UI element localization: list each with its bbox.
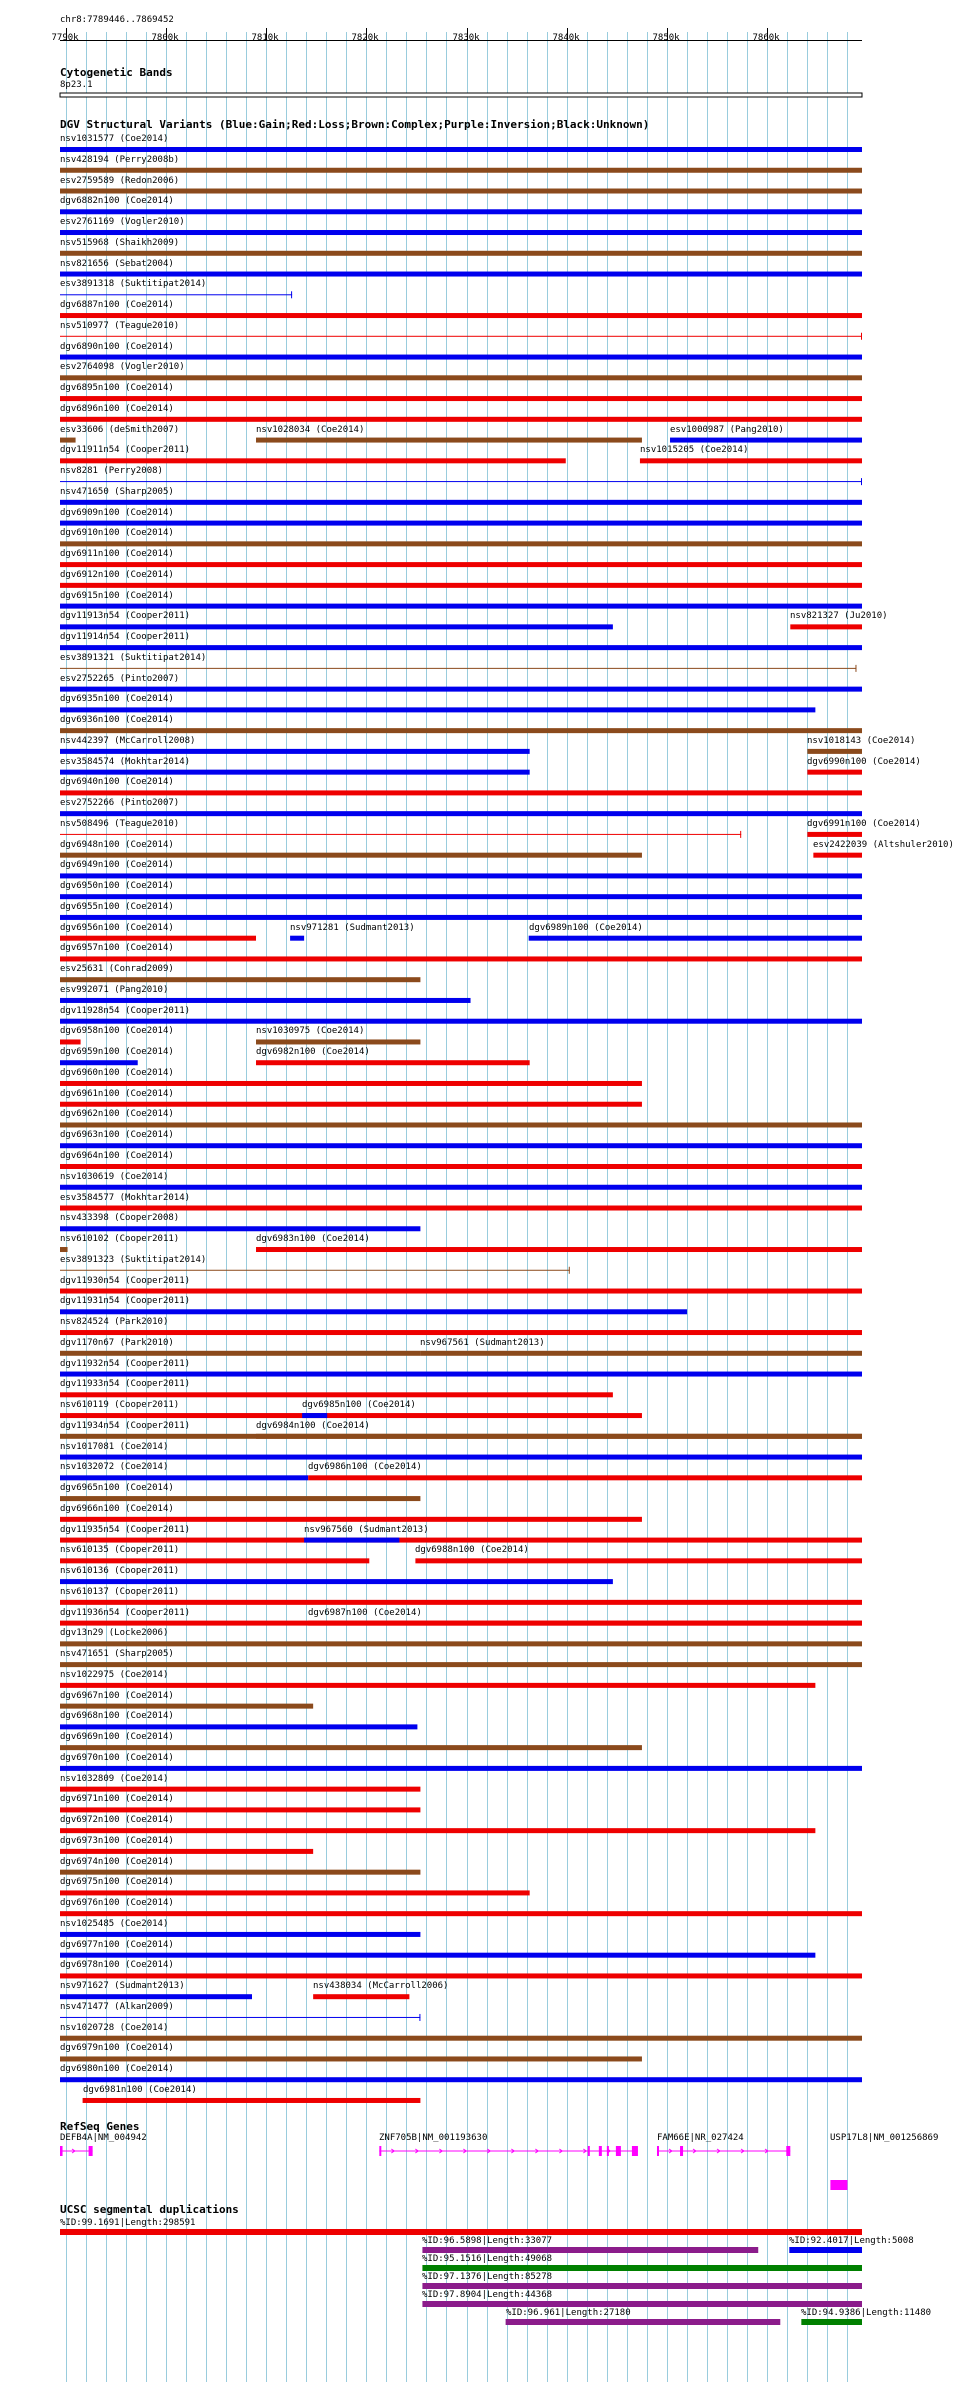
dgv-feature-label[interactable]: dgv11928n54 (Cooper2011) (60, 1006, 191, 1016)
dgv-feature-label[interactable]: nsv824524 (Park2010) (60, 1317, 169, 1327)
dgv-feature-label[interactable]: esv25631 (Conrad2009) (60, 964, 174, 974)
dgv-feature-label[interactable]: dgv11932n54 (Cooper2011) (60, 1359, 191, 1369)
dgv-feature-label[interactable]: dgv6910n100 (Coe2014) (60, 528, 174, 538)
dgv-feature-bar[interactable] (60, 2036, 862, 2041)
dgv-feature-bar[interactable] (60, 1102, 642, 1107)
dgv-feature-bar[interactable] (60, 915, 862, 920)
dgv-feature-label[interactable]: dgv6948n100 (Coe2014) (60, 840, 174, 850)
refseq-exon (607, 2146, 609, 2156)
dgv-feature-bar[interactable] (415, 1558, 862, 1563)
dgv-feature-bar[interactable] (60, 1475, 308, 1480)
dgv-feature-bar[interactable] (60, 189, 862, 194)
segdup-feature-label[interactable]: %ID:92.4017|Length:5008 (789, 2236, 914, 2246)
dgv-feature-bar[interactable] (60, 1496, 420, 1501)
dgv-feature-label[interactable]: dgv6950n100 (Coe2014) (60, 881, 174, 891)
dgv-feature-bar[interactable] (60, 977, 420, 982)
dgv-feature-label[interactable]: nsv1032072 (Coe2014) (60, 1462, 169, 1472)
dgv-feature-label[interactable]: dgv6975n100 (Coe2014) (60, 1877, 174, 1887)
dgv-feature-label[interactable]: dgv6976n100 (Coe2014) (60, 1898, 174, 1908)
dgv-feature-bar[interactable] (60, 873, 862, 878)
dgv-feature-bar[interactable] (670, 438, 862, 443)
dgv-feature-bar[interactable] (60, 1600, 862, 1605)
dgv-feature-label[interactable]: nsv967561 (Sudmant2013) (420, 1338, 545, 1348)
dgv-feature-label[interactable]: nsv1018143 (Coe2014) (807, 736, 916, 746)
dgv-feature-label[interactable]: esv2752266 (Pinto2007) (60, 798, 180, 808)
dgv-feature-bar[interactable] (256, 1434, 862, 1439)
dgv-feature-bar[interactable] (308, 1475, 862, 1480)
dgv-feature-bar[interactable] (60, 521, 862, 526)
dgv-feature-label[interactable]: dgv6966n100 (Coe2014) (60, 1504, 174, 1514)
dgv-feature-label[interactable]: esv3891321 (Suktitipat2014) (60, 653, 207, 663)
segdup-feature-bar[interactable] (422, 2283, 862, 2289)
dgv-feature-bar[interactable] (60, 1226, 420, 1231)
dgv-feature-label[interactable]: nsv1020728 (Coe2014) (60, 2023, 169, 2033)
dgv-feature-label[interactable]: dgv6949n100 (Coe2014) (60, 860, 174, 870)
segdup-feature-bar[interactable] (422, 2265, 862, 2271)
dgv-feature-label[interactable]: dgv6936n100 (Coe2014) (60, 715, 174, 725)
dgv-feature-bar[interactable] (60, 853, 642, 858)
dgv-feature-bar[interactable] (60, 956, 862, 961)
dgv-feature-bar[interactable] (60, 1994, 252, 1999)
dgv-feature-bar[interactable] (60, 1745, 642, 1750)
dgv-feature-label[interactable]: esv1000987 (Pang2010) (670, 425, 784, 435)
dgv-feature-label[interactable]: nsv1025485 (Coe2014) (60, 1919, 169, 1929)
dgv-feature-label[interactable]: esv2764098 (Vogler2010) (60, 362, 185, 372)
dgv-feature-label[interactable]: dgv11913n54 (Cooper2011) (60, 611, 191, 621)
dgv-feature-bar[interactable] (60, 1724, 417, 1729)
dgv-feature-label[interactable]: nsv1022975 (Coe2014) (60, 1670, 169, 1680)
dgv-feature-label[interactable]: dgv6985n100 (Coe2014) (302, 1400, 416, 1410)
dgv-feature-bar[interactable] (60, 2017, 420, 2018)
refseq-exon (632, 2146, 638, 2156)
dgv-feature-bar[interactable] (60, 1081, 642, 1086)
cytoband-bar (60, 93, 862, 97)
dgv-feature-label[interactable]: nsv438034 (McCarroll2006) (313, 1981, 449, 1991)
dgv-feature-label[interactable]: dgv6962n100 (Coe2014) (60, 1109, 174, 1119)
dgv-feature-label[interactable]: dgv6973n100 (Coe2014) (60, 1836, 174, 1846)
dgv-feature-label[interactable]: nsv1032809 (Coe2014) (60, 1774, 169, 1784)
dgv-feature-label[interactable]: esv2761169 (Vogler2010) (60, 217, 185, 227)
dgv-feature-bar[interactable] (60, 2056, 642, 2061)
dgv-track-title[interactable]: DGV Structural Variants (Blue:Gain;Red:Loss;Brown:Complex;Purple:Inversion;Black:Unknown) (60, 118, 650, 131)
dgv-feature-bar[interactable] (60, 336, 862, 337)
dgv-feature-bar[interactable] (304, 1538, 399, 1543)
dgv-feature-label[interactable]: dgv6955n100 (Coe2014) (60, 902, 174, 912)
dgv-feature-bar[interactable] (60, 687, 862, 692)
dgv-feature-bar[interactable] (60, 1206, 862, 1211)
dgv-feature-bar[interactable] (60, 1247, 68, 1252)
dgv-feature-bar[interactable] (60, 1309, 687, 1314)
dgv-feature-label[interactable]: dgv6977n100 (Coe2014) (60, 1940, 174, 1950)
dgv-feature-label[interactable]: dgv6964n100 (Coe2014) (60, 1151, 174, 1161)
dgv-feature-bar[interactable] (60, 1538, 862, 1543)
segdup-feature-label[interactable]: %ID:96.5898|Length:33077 (422, 2236, 553, 2246)
dgv-feature-label[interactable]: nsv428194 (Perry2008b) (60, 155, 180, 165)
dgv-feature-label[interactable]: nsv610136 (Cooper2011) (60, 1566, 180, 1576)
dgv-feature-label[interactable]: esv3584577 (Mokhtar2014) (60, 1193, 191, 1203)
dgv-feature-label[interactable]: nsv1015205 (Coe2014) (640, 445, 749, 455)
dgv-feature-label[interactable]: dgv6935n100 (Coe2014) (60, 694, 174, 704)
dgv-feature-bar[interactable] (60, 1953, 815, 1958)
dgv-feature-bar[interactable] (60, 1870, 420, 1875)
segdup-feature-bar[interactable] (60, 2229, 862, 2235)
dgv-feature-label[interactable]: dgv6961n100 (Coe2014) (60, 1089, 174, 1099)
dgv-feature-label[interactable]: nsv1030975 (Coe2014) (256, 1026, 365, 1036)
dgv-feature-label[interactable]: dgv6971n100 (Coe2014) (60, 1794, 174, 1804)
dgv-feature-label[interactable]: nsv1017081 (Coe2014) (60, 1442, 169, 1452)
dgv-feature-label[interactable]: dgv6972n100 (Coe2014) (60, 1815, 174, 1825)
dgv-feature-label[interactable]: dgv6970n100 (Coe2014) (60, 1753, 174, 1763)
dgv-feature-bar[interactable] (60, 668, 856, 669)
dgv-feature-bar[interactable] (60, 1662, 862, 1667)
dgv-feature-label[interactable]: dgv6896n100 (Coe2014) (60, 404, 174, 414)
dgv-feature-label[interactable]: nsv971627 (Sudmant2013) (60, 1981, 185, 1991)
dgv-feature-label[interactable]: esv33606 (deSmith2007) (60, 425, 180, 435)
dgv-feature-bar[interactable] (60, 417, 862, 422)
dgv-feature-label[interactable]: dgv6969n100 (Coe2014) (60, 1732, 174, 1742)
dgv-feature-label[interactable]: nsv821656 (Sebat2004) (60, 259, 174, 269)
dgv-feature-label[interactable]: dgv6987n100 (Coe2014) (308, 1608, 422, 1618)
dgv-feature-bar[interactable] (60, 168, 862, 173)
dgv-feature-bar[interactable] (60, 624, 613, 629)
dgv-feature-label[interactable]: dgv6989n100 (Coe2014) (529, 923, 643, 933)
dgv-feature-bar[interactable] (60, 770, 530, 775)
dgv-feature-bar[interactable] (60, 1973, 862, 1978)
dgv-feature-bar[interactable] (60, 1060, 138, 1065)
dgv-feature-bar[interactable] (60, 272, 862, 277)
dgv-feature-label[interactable]: nsv508496 (Teague2010) (60, 819, 180, 829)
dgv-feature-bar[interactable] (807, 770, 862, 775)
dgv-feature-bar[interactable] (60, 936, 256, 941)
refseq-gene-feature[interactable] (830, 2180, 847, 2190)
dgv-feature-label[interactable]: dgv11914n54 (Cooper2011) (60, 632, 191, 642)
dgv-feature-label[interactable]: nsv515968 (Shaikh2009) (60, 238, 180, 248)
dgv-feature-bar[interactable] (60, 2077, 862, 2082)
dgv-feature-label[interactable]: dgv11930n54 (Cooper2011) (60, 1276, 191, 1286)
dgv-feature-bar[interactable] (420, 1351, 862, 1356)
dgv-feature-label[interactable]: dgv6984n100 (Coe2014) (256, 1421, 370, 1431)
dgv-feature-bar[interactable] (60, 1807, 420, 1812)
dgv-feature-label[interactable]: dgv6990n100 (Coe2014) (807, 757, 921, 767)
dgv-feature-bar[interactable] (60, 583, 862, 588)
dgv-feature-label[interactable]: dgv6958n100 (Coe2014) (60, 1026, 174, 1036)
dgv-feature-label[interactable]: dgv6988n100 (Coe2014) (415, 1545, 529, 1555)
ruler-tick-label: 7810k (251, 33, 279, 43)
dgv-feature-bar[interactable] (60, 1330, 862, 1335)
dgv-feature-label[interactable]: nsv510977 (Teague2010) (60, 321, 180, 331)
dgv-feature-label[interactable]: dgv1170n67 (Park2010) (60, 1338, 174, 1348)
dgv-feature-label[interactable]: nsv8281 (Perry2008) (60, 466, 163, 476)
dgv-feature-label[interactable]: nsv971281 (Sudmant2013) (290, 923, 415, 933)
dgv-feature-label[interactable]: esv2422039 (Altshuler2010) (813, 840, 954, 850)
dgv-feature-bar[interactable] (60, 811, 862, 816)
dgv-feature-label[interactable]: dgv6911n100 (Coe2014) (60, 549, 174, 559)
dgv-feature-bar[interactable] (60, 500, 862, 505)
dgv-feature-label[interactable]: nsv821327 (Ju2010) (790, 611, 888, 621)
dgv-feature-bar[interactable] (60, 355, 862, 360)
segdup-feature-bar[interactable] (506, 2319, 781, 2325)
dgv-feature-bar[interactable] (807, 749, 862, 754)
dgv-feature-bar[interactable] (60, 707, 815, 712)
dgv-feature-bar[interactable] (60, 562, 862, 567)
ruler-tick-label: 7830k (452, 33, 480, 43)
dgv-feature-label[interactable]: nsv471651 (Sharp2005) (60, 1649, 174, 1659)
dgv-feature-label[interactable]: dgv6986n100 (Coe2014) (308, 1462, 422, 1472)
refseq-exon (60, 2146, 63, 2156)
dgv-feature-label[interactable]: nsv1028034 (Coe2014) (256, 425, 365, 435)
segdup-track-title[interactable]: UCSC segmental duplications (60, 2203, 239, 2216)
segdup-feature-label[interactable]: %ID:99.1691|Length:298591 (60, 2218, 196, 2228)
refseq-exon (599, 2146, 602, 2156)
dgv-feature-bar[interactable] (60, 294, 292, 295)
dgv-feature-bar[interactable] (60, 1372, 862, 1377)
dgv-feature-label[interactable]: dgv11935n54 (Cooper2011) (60, 1525, 191, 1535)
dgv-feature-bar[interactable] (256, 1060, 530, 1065)
dgv-feature-label[interactable]: nsv471477 (Alkan2009) (60, 2002, 174, 2012)
dgv-feature-bar[interactable] (308, 1621, 862, 1626)
dgv-feature-bar[interactable] (60, 481, 862, 482)
dgv-feature-bar[interactable] (60, 1558, 369, 1563)
dgv-feature-bar[interactable] (290, 936, 304, 941)
dgv-feature-label[interactable]: dgv6963n100 (Coe2014) (60, 1130, 174, 1140)
dgv-feature-label[interactable]: nsv442397 (McCarroll2008) (60, 736, 196, 746)
ruler-tick-label: 7790k (51, 33, 79, 43)
dgv-feature-label[interactable]: dgv6974n100 (Coe2014) (60, 1857, 174, 1867)
dgv-feature-label[interactable]: nsv610135 (Cooper2011) (60, 1545, 180, 1555)
dgv-feature-bar[interactable] (60, 209, 862, 214)
dgv-feature-label[interactable]: dgv6895n100 (Coe2014) (60, 383, 174, 393)
dgv-feature-bar[interactable] (60, 1164, 862, 1169)
dgv-feature-bar[interactable] (60, 1517, 642, 1522)
dgv-feature-label[interactable]: nsv967560 (Sudmant2013) (304, 1525, 429, 1535)
dgv-feature-label[interactable]: dgv11936n54 (Cooper2011) (60, 1608, 191, 1618)
dgv-feature-label[interactable]: esv2759589 (Redon2006) (60, 176, 180, 186)
dgv-feature-label[interactable]: dgv13n29 (Locke2006) (60, 1628, 169, 1638)
refseq-exon (786, 2146, 790, 2156)
refseq-gene-label[interactable]: DEFB4A|NM_004942 (60, 2133, 147, 2143)
dgv-feature-label[interactable]: dgv6915n100 (Coe2014) (60, 591, 174, 601)
refseq-exon (616, 2146, 621, 2156)
refseq-gene-label[interactable]: USP17L8|NM_001256869 (830, 2133, 939, 2143)
segdup-feature-label[interactable]: %ID:94.9386|Length:11480 (801, 2308, 932, 2318)
dgv-feature-label[interactable]: dgv6912n100 (Coe2014) (60, 570, 174, 580)
segdup-feature-label[interactable]: %ID:95.1516|Length:49068 (422, 2254, 553, 2264)
dgv-feature-bar[interactable] (60, 1351, 420, 1356)
segdup-feature-bar[interactable] (422, 2301, 862, 2307)
dgv-feature-label[interactable]: dgv6991n100 (Coe2014) (807, 819, 921, 829)
dgv-feature-bar[interactable] (60, 396, 862, 401)
dgv-feature-bar[interactable] (60, 147, 862, 152)
ruler-tick-label: 7840k (552, 33, 580, 43)
dgv-feature-bar[interactable] (256, 438, 642, 443)
dgv-feature-bar[interactable] (256, 1039, 420, 1044)
dgv-feature-bar[interactable] (813, 853, 862, 858)
dgv-feature-bar[interactable] (529, 936, 862, 941)
dgv-feature-bar[interactable] (60, 1849, 313, 1854)
dgv-feature-bar[interactable] (60, 251, 862, 256)
dgv-feature-bar[interactable] (60, 541, 862, 546)
dgv-feature-label[interactable]: dgv6890n100 (Coe2014) (60, 342, 174, 352)
dgv-feature-bar[interactable] (60, 1911, 862, 1916)
dgv-feature-label[interactable]: dgv6982n100 (Coe2014) (256, 1047, 370, 1057)
dgv-feature-bar[interactable] (60, 1890, 530, 1895)
dgv-feature-bar[interactable] (60, 894, 862, 899)
dgv-feature-bar[interactable] (60, 998, 471, 1003)
dgv-feature-bar[interactable] (60, 1143, 862, 1148)
dgv-feature-label[interactable]: dgv6959n100 (Coe2014) (60, 1047, 174, 1057)
ruler-tick-label: 7860k (752, 33, 780, 43)
dgv-feature-label[interactable]: dgv11931n54 (Cooper2011) (60, 1296, 191, 1306)
segdup-feature-label[interactable]: %ID:97.1376|Length:85278 (422, 2272, 553, 2282)
dgv-feature-bar[interactable] (60, 790, 862, 795)
dgv-feature-label[interactable]: nsv610102 (Cooper2011) (60, 1234, 180, 1244)
refseq-gene-label[interactable]: FAM66E|NR_027424 (657, 2133, 744, 2143)
dgv-feature-bar[interactable] (640, 458, 862, 463)
dgv-feature-bar[interactable] (60, 1641, 862, 1646)
refseq-exon (657, 2146, 659, 2156)
dgv-feature-bar[interactable] (60, 1270, 570, 1271)
dgv-feature-bar[interactable] (60, 1392, 613, 1397)
dgv-feature-bar[interactable] (60, 1787, 420, 1792)
dgv-feature-label[interactable]: nsv433398 (Cooper2008) (60, 1213, 180, 1223)
refseq-track-title[interactable]: RefSeq Genes (60, 2120, 140, 2133)
dgv-feature-label[interactable]: dgv6981n100 (Coe2014) (83, 2085, 197, 2095)
dgv-feature-bar[interactable] (60, 1683, 815, 1688)
dgv-feature-bar[interactable] (60, 1185, 862, 1190)
dgv-feature-label[interactable]: dgv6980n100 (Coe2014) (60, 2064, 174, 2074)
dgv-feature-label[interactable]: dgv6967n100 (Coe2014) (60, 1691, 174, 1701)
dgv-feature-bar[interactable] (60, 604, 862, 609)
dgv-feature-bar[interactable] (60, 1579, 613, 1584)
segdup-feature-bar[interactable] (801, 2319, 862, 2325)
refseq-exon (680, 2146, 683, 2156)
dgv-feature-label[interactable]: dgv6940n100 (Coe2014) (60, 777, 174, 787)
dgv-feature-label[interactable]: dgv6979n100 (Coe2014) (60, 2043, 174, 2053)
dgv-feature-label[interactable]: esv2752265 (Pinto2007) (60, 674, 180, 684)
dgv-feature-label[interactable]: dgv6956n100 (Coe2014) (60, 923, 174, 933)
dgv-feature-bar[interactable] (60, 1455, 862, 1460)
segdup-feature-label[interactable]: %ID:96.961|Length:27180 (506, 2308, 631, 2318)
dgv-feature-label[interactable]: dgv6968n100 (Coe2014) (60, 1711, 174, 1721)
dgv-feature-bar[interactable] (60, 1932, 420, 1937)
ruler-tick-label: 7800k (151, 33, 179, 43)
cytoband-track-title[interactable]: Cytogenetic Bands (60, 66, 173, 79)
dgv-feature-bar[interactable] (60, 1122, 862, 1127)
dgv-feature-bar[interactable] (60, 1019, 862, 1024)
ruler-tick-label: 7850k (652, 33, 680, 43)
dgv-feature-bar[interactable] (256, 1247, 862, 1252)
dgv-feature-bar[interactable] (60, 313, 862, 318)
region-label: chr8:7789446..7869452 (60, 15, 174, 25)
dgv-feature-label[interactable]: dgv6887n100 (Coe2014) (60, 300, 174, 310)
dgv-feature-label[interactable]: nsv1030619 (Coe2014) (60, 1172, 169, 1182)
dgv-feature-bar[interactable] (60, 1413, 642, 1418)
dgv-feature-label[interactable]: dgv11933n54 (Cooper2011) (60, 1379, 191, 1389)
dgv-feature-label[interactable]: esv992071 (Pang2010) (60, 985, 169, 995)
refseq-gene-label[interactable]: ZNF705B|NM_001193630 (379, 2133, 488, 2143)
dgv-feature-label[interactable]: esv3891318 (Suktitipat2014) (60, 279, 207, 289)
dgv-feature-label[interactable]: esv3584574 (Mokhtar2014) (60, 757, 191, 767)
dgv-feature-bar[interactable] (807, 832, 862, 837)
dgv-feature-label[interactable]: dgv6978n100 (Coe2014) (60, 1960, 174, 1970)
dgv-feature-label[interactable]: dgv6957n100 (Coe2014) (60, 943, 174, 953)
dgv-feature-bar[interactable] (60, 375, 862, 380)
dgv-feature-bar[interactable] (60, 834, 741, 835)
ruler-tick-label: 7820k (351, 33, 379, 43)
dgv-feature-bar[interactable] (60, 749, 530, 754)
dgv-feature-bar[interactable] (790, 624, 862, 629)
segdup-feature-label[interactable]: %ID:97.8904|Length:44368 (422, 2290, 553, 2300)
dgv-feature-bar[interactable] (60, 1039, 81, 1044)
refseq-exon (89, 2146, 93, 2156)
dgv-feature-label[interactable]: nsv1031577 (Coe2014) (60, 134, 169, 144)
dgv-feature-label[interactable]: nsv471650 (Sharp2005) (60, 487, 174, 497)
dgv-feature-bar[interactable] (60, 438, 76, 443)
dgv-feature-label[interactable]: nsv610119 (Cooper2011) (60, 1400, 180, 1410)
dgv-feature-bar[interactable] (60, 1289, 862, 1294)
dgv-feature-label[interactable]: dgv6983n100 (Coe2014) (256, 1234, 370, 1244)
dgv-feature-bar[interactable] (60, 645, 862, 650)
refseq-exon (588, 2146, 590, 2156)
dgv-feature-bar[interactable] (60, 230, 862, 235)
refseq-exon (379, 2146, 381, 2156)
dgv-feature-bar[interactable] (60, 1828, 815, 1833)
dgv-feature-label[interactable]: dgv6960n100 (Coe2014) (60, 1068, 174, 1078)
segdup-feature-bar[interactable] (789, 2247, 862, 2253)
dgv-feature-bar[interactable] (313, 1994, 409, 1999)
segdup-feature-bar[interactable] (422, 2247, 758, 2253)
dgv-feature-bar[interactable] (60, 1704, 313, 1709)
dgv-feature-label[interactable]: esv3891323 (Suktitipat2014) (60, 1255, 207, 1265)
dgv-feature-bar[interactable] (83, 2098, 421, 2103)
dgv-feature-label[interactable]: dgv6882n100 (Coe2014) (60, 196, 174, 206)
cytoband-label[interactable]: 8p23.1 (60, 80, 93, 90)
dgv-feature-bar[interactable] (60, 1766, 862, 1771)
dgv-feature-bar[interactable] (60, 728, 862, 733)
dgv-feature-bar[interactable] (60, 458, 566, 463)
dgv-feature-label[interactable]: dgv6965n100 (Coe2014) (60, 1483, 174, 1493)
dgv-feature-label[interactable]: dgv11911n54 (Cooper2011) (60, 445, 191, 455)
dgv-feature-bar[interactable] (302, 1413, 327, 1418)
dgv-feature-label[interactable]: dgv6909n100 (Coe2014) (60, 508, 174, 518)
dgv-feature-label[interactable]: nsv610137 (Cooper2011) (60, 1587, 180, 1597)
dgv-feature-label[interactable]: dgv11934n54 (Cooper2011) (60, 1421, 191, 1431)
